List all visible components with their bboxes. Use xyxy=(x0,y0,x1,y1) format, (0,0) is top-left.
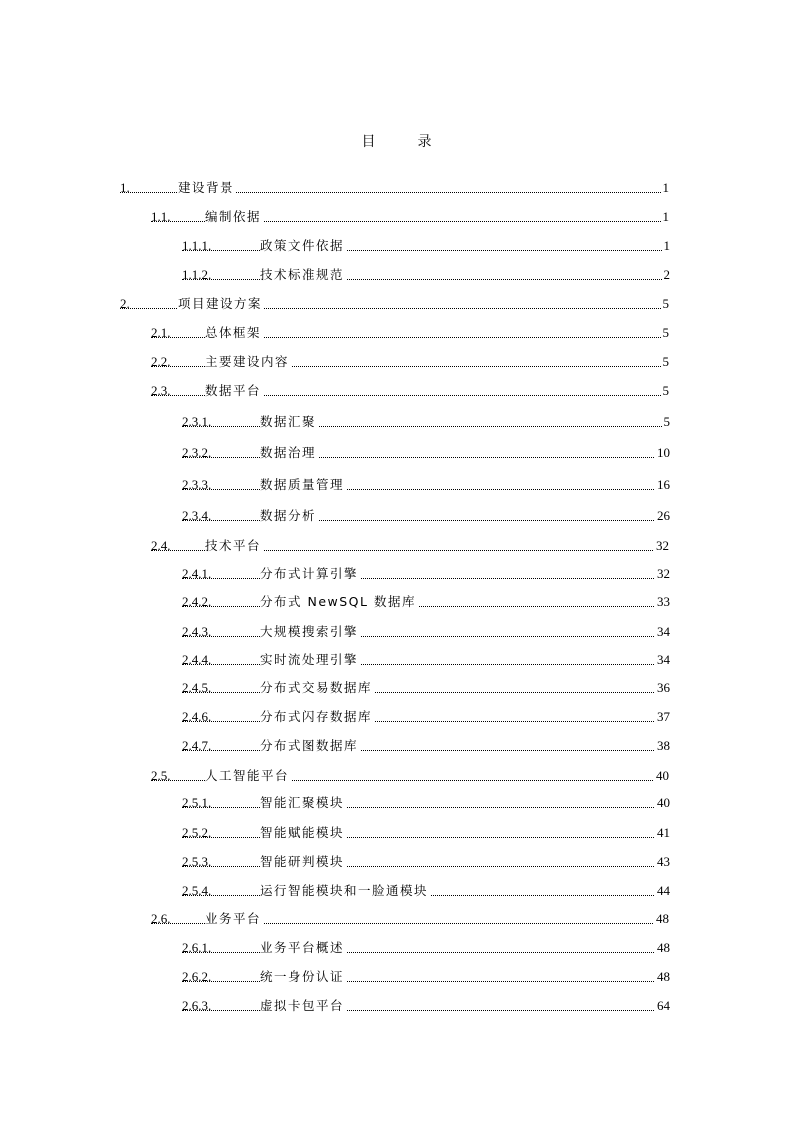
dot-leader xyxy=(182,952,670,953)
toc-entry[interactable] xyxy=(182,648,670,670)
toc-entry-label: 数据平台 xyxy=(205,383,262,398)
dot-leader xyxy=(182,250,670,251)
toc-entry-number: 2.6.1. xyxy=(182,940,212,955)
toc-entry-label: 政策文件依据 xyxy=(260,238,345,253)
toc-entry-label: 分布式 NewSQL 数据库 xyxy=(260,594,416,609)
toc-entry-label: 数据分析 xyxy=(260,508,317,523)
toc-entry[interactable] xyxy=(182,504,670,526)
toc-entry-label: 统一身份认证 xyxy=(260,969,345,984)
toc-entry-page: 48 xyxy=(656,911,669,926)
toc-entry-page: 64 xyxy=(657,998,670,1013)
dot-leader xyxy=(182,866,670,867)
toc-entry-page: 34 xyxy=(657,624,670,639)
dot-leader xyxy=(182,721,670,722)
toc-entry[interactable] xyxy=(182,263,670,285)
dot-leader xyxy=(182,664,670,665)
toc-entry[interactable] xyxy=(151,764,669,786)
toc-entry-page: 34 xyxy=(657,652,670,667)
toc-entry-page: 44 xyxy=(657,883,670,898)
toc-entry[interactable] xyxy=(182,234,670,256)
dot-leader xyxy=(182,750,670,751)
dot-leader xyxy=(182,606,670,607)
toc-entry[interactable] xyxy=(120,176,669,198)
toc-entry-label: 业务平台 xyxy=(205,911,262,926)
dot-leader xyxy=(182,489,670,490)
toc-entry-page: 5 xyxy=(662,383,669,398)
toc-entry-label: 总体框架 xyxy=(205,325,262,340)
toc-entry-label: 运行智能模块和一脸通模块 xyxy=(260,883,429,898)
toc-entry[interactable] xyxy=(182,994,670,1016)
toc-entry-page: 32 xyxy=(657,566,670,581)
dot-leader xyxy=(182,426,670,427)
toc-entry-number: 2. xyxy=(120,296,130,311)
toc-entry-page: 32 xyxy=(656,538,669,553)
toc-entry-number: 1. xyxy=(120,180,130,195)
toc-entry-page: 1 xyxy=(663,238,670,253)
toc-entry[interactable] xyxy=(182,473,670,495)
toc-entry-label: 大规模搜索引擎 xyxy=(260,624,359,639)
toc-entry-page: 41 xyxy=(657,825,670,840)
toc-entry-page: 1 xyxy=(662,209,669,224)
toc-entry-page: 38 xyxy=(657,738,670,753)
toc-entry-number: 2.4.3. xyxy=(182,624,212,639)
toc-entry-number: 2.6.2. xyxy=(182,969,212,984)
toc-entry-number: 2.4.4. xyxy=(182,652,212,667)
toc-entry-label: 数据汇聚 xyxy=(260,414,317,429)
toc-entry[interactable] xyxy=(182,590,670,612)
toc-entry-label: 建设背景 xyxy=(178,180,235,195)
toc-entry-number: 2.4.6. xyxy=(182,709,212,724)
toc-entry[interactable] xyxy=(182,562,670,584)
toc-entry-page: 10 xyxy=(657,445,670,460)
toc-entry-page: 5 xyxy=(662,296,669,311)
toc-entry-page: 48 xyxy=(657,969,670,984)
toc-entry-number: 2.4.2. xyxy=(182,594,212,609)
toc-entry-label: 智能研判模块 xyxy=(260,854,345,869)
toc-entry[interactable] xyxy=(182,791,670,813)
toc-title: 目 录 xyxy=(361,134,446,150)
dot-leader xyxy=(182,981,670,982)
dot-leader xyxy=(182,837,670,838)
toc-entry-label: 智能汇聚模块 xyxy=(260,795,345,810)
dot-leader xyxy=(182,692,670,693)
toc-entry-label: 分布式闪存数据库 xyxy=(260,709,373,724)
toc-entry-page: 5 xyxy=(662,354,669,369)
toc-entry-number: 2.2. xyxy=(151,354,171,369)
dot-leader xyxy=(182,636,670,637)
toc-entry[interactable] xyxy=(182,850,670,872)
toc-entry-number: 2.3.4. xyxy=(182,508,212,523)
toc-entry-number: 2.3. xyxy=(151,383,171,398)
toc-entry-label: 数据治理 xyxy=(260,445,317,460)
toc-entry-page: 26 xyxy=(657,508,670,523)
toc-entry[interactable] xyxy=(182,620,670,642)
toc-entry-number: 2.4. xyxy=(151,538,171,553)
toc-entry[interactable] xyxy=(151,321,669,343)
dot-leader xyxy=(182,279,670,280)
toc-entry[interactable] xyxy=(151,350,669,372)
dot-leader xyxy=(182,1010,670,1011)
dot-leader xyxy=(182,520,670,521)
toc-entry-label: 人工智能平台 xyxy=(205,768,290,783)
toc-entry-page: 40 xyxy=(657,795,670,810)
toc-entry-number: 2.1. xyxy=(151,325,171,340)
toc-entry-number: 2.5.3. xyxy=(182,854,212,869)
toc-entry[interactable] xyxy=(182,410,670,432)
toc-entry-number: 1.1. xyxy=(151,209,171,224)
toc-entry[interactable] xyxy=(151,205,669,227)
toc-entry-page: 36 xyxy=(657,680,670,695)
toc-entry-label: 实时流处理引擎 xyxy=(260,652,359,667)
toc-entry-page: 33 xyxy=(657,594,670,609)
toc-entry-label: 编制依据 xyxy=(205,209,262,224)
toc-entry[interactable] xyxy=(182,676,670,698)
dot-leader xyxy=(182,578,670,579)
toc-entry-label: 智能赋能模块 xyxy=(260,825,345,840)
toc-entry-page: 48 xyxy=(657,940,670,955)
toc-entry-page: 2 xyxy=(663,267,670,282)
toc-entry-label: 技术平台 xyxy=(205,538,262,553)
dot-leader xyxy=(182,457,670,458)
toc-entry-page: 5 xyxy=(662,325,669,340)
toc-entry-number: 2.4.1. xyxy=(182,566,212,581)
toc-entry-label: 分布式交易数据库 xyxy=(260,680,373,695)
toc-entry[interactable] xyxy=(151,379,669,401)
toc-entry-number: 2.3.3. xyxy=(182,477,212,492)
toc-entry-number: 1.1.1. xyxy=(182,238,212,253)
toc-entry[interactable] xyxy=(182,821,670,843)
toc-entry-number: 2.4.5. xyxy=(182,680,212,695)
toc-entry-label: 主要建设内容 xyxy=(205,354,290,369)
toc-entry-label: 项目建设方案 xyxy=(178,296,263,311)
toc-entry[interactable] xyxy=(182,705,670,727)
toc-entry-number: 2.6. xyxy=(151,911,171,926)
toc-entry[interactable] xyxy=(182,879,670,901)
toc-entry-number: 2.5.2. xyxy=(182,825,212,840)
toc-entry[interactable] xyxy=(182,965,670,987)
toc-entry-number: 2.5. xyxy=(151,768,171,783)
toc-entry-number: 2.3.2. xyxy=(182,445,212,460)
toc-entry-label: 虚拟卡包平台 xyxy=(260,998,345,1013)
toc-entry-page: 5 xyxy=(663,414,670,429)
toc-entry-page: 43 xyxy=(657,854,670,869)
toc-entry-label: 业务平台概述 xyxy=(260,940,345,955)
toc-entry[interactable] xyxy=(182,936,670,958)
toc-entry-page: 1 xyxy=(662,180,669,195)
toc-entry-number: 1.1.2. xyxy=(182,267,212,282)
toc-entry-label: 数据质量管理 xyxy=(260,477,345,492)
toc-entry-number: 2.6.3. xyxy=(182,998,212,1013)
toc-entry[interactable] xyxy=(182,441,670,463)
dot-leader xyxy=(182,807,670,808)
toc-entry-label: 分布式图数据库 xyxy=(260,738,359,753)
toc-entry[interactable] xyxy=(182,734,670,756)
toc-entry-label: 技术标准规范 xyxy=(260,267,345,282)
toc-entry-number: 2.3.1. xyxy=(182,414,212,429)
toc-entry-number: 2.5.4. xyxy=(182,883,212,898)
toc-entry-page: 40 xyxy=(656,768,669,783)
toc-entry-page: 37 xyxy=(657,709,670,724)
toc-entry-label: 分布式计算引擎 xyxy=(260,566,359,581)
toc-entry[interactable] xyxy=(151,534,669,556)
toc-entry[interactable] xyxy=(151,907,669,929)
toc-entry-page: 16 xyxy=(657,477,670,492)
toc-entry-number: 2.4.7. xyxy=(182,738,212,753)
toc-entry[interactable] xyxy=(120,292,669,314)
toc-entry-number: 2.5.1. xyxy=(182,795,212,810)
